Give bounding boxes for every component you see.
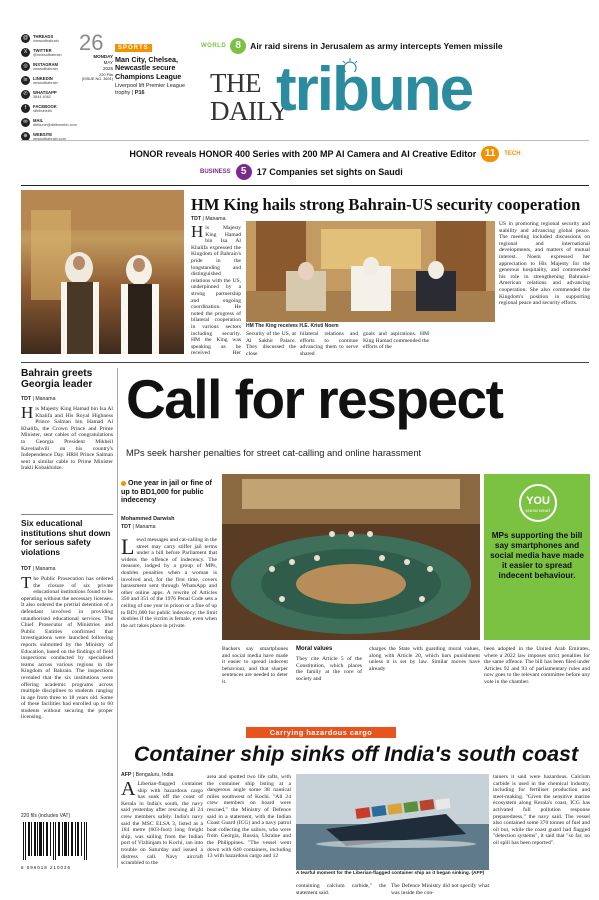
respect-photo-parliament [222,474,480,640]
tech-headline: HONOR reveals HONOR 400 Series with 200 MP AI Camera and AI Creative Editor [129,149,477,159]
date-year: 2025 [102,66,113,71]
you-badge-title: YOU [526,495,550,507]
respect-col-3: They cite Article 5 of the Constitution, which places the family at the core of society and [296,656,362,682]
social-label: TWITTER [33,48,52,53]
date-weekday: MONDAY [93,54,113,59]
ship-photo-caption: A tearful moment for the Liberian-flagged container ship as it began sinking. (AFP) [296,871,485,876]
ship-photo-illustration [296,774,489,870]
georgia-headline: Bahrain greets Georgia leader [21,368,93,391]
lead-col-3: bilateral relations and efforts to continue advancing them to serve shared [300,331,358,357]
tech-page-badge: 11 [481,146,499,162]
safety-headline: Six educational institutions shut down for serious safety violations [21,518,111,557]
linkedin-icon: in [21,76,30,85]
you-badge-sub: KNOW WHAT [525,508,551,513]
social-value: newsofbahrain [33,81,58,85]
safety-text: The Public Prosecution has ordered the closure of six private educational institutions found to be operating without the necessary licenses. It also ordered the pretrial detention of a defendant involved in providing unauthorised educational services. The Chief Prosecutor of Ministries and Public Entities confirmed that investigations were launched following reports submitted by the Ministry of Education, based on the findings of field inspections conducted by specialised teams across various regions in the Kingdom of Bahrain. The inspections revealed that the six institutions were offering academic programs across multiple disciplines to students ranging in age from three to 18 years old. Some of these facilities had enrolled up to 60 students without securing the proper licensing. [21,576,113,721]
twitter-icon: X [21,48,30,57]
georgia-text: His Majesty King Hamad bin Isa Al Khalifa and His Royal Highness Prince Salman bin Hamad Al Khalifa, the Crown Prince and Prime Minister, sent cables of congratulations to Georgia President Mikheil Kavelashvili on his country's Independence Day. HRH Prince Salman sent a similar cable to Prime Minister Irakli Kobakhidze. [21,406,113,472]
respect-bullet: One year in jail or fine of up to BD1,000 for public indecency [121,478,212,504]
social-value: /newsofbahrain [33,39,59,43]
respect-subhead: MPs seek harsher penalties for street cat-calling and online harassment [126,448,422,458]
ship-byline: AFP | Bengaluru, India [121,772,174,778]
logo-the: THE [210,68,261,98]
social-value: /dtribunebh [33,109,52,113]
business-headline: 17 Companies set sights on Saudi [256,167,403,177]
social-text [33,76,58,86]
respect-photo-illustration [222,474,480,640]
social-text [33,118,77,128]
lead-col-5: US in promoting regional security and stability and advancing global peace. The meeting included discussions on regional and international developments, and matters of mutual interest. Noem expressed her appreciation to His Majesty for the generous hospitality, and commended his role in strengthening Bahraini-American relations and advancing cooperation. She also commended the Kingdom's position in supporting regional peace and security efforts. [499,221,590,307]
barcode-number: 6 096018 210026 [21,865,72,870]
social-link-instagram[interactable] [21,62,75,76]
barcode-icon [21,822,91,860]
moral-values-subhead: Moral values [296,646,333,652]
barcode [21,822,91,868]
social-text [33,62,58,72]
threads-icon: @ [22,35,29,41]
ship-photo [296,774,489,870]
logo-tribune: tribune [276,55,473,124]
social-value: @newsofbahrain [33,53,62,57]
social-label: INSTAGRAM [33,62,59,67]
lead-headline: HM King hails strong Bahrain-US security cooperation [191,195,581,214]
social-value: 3844 4062 [33,95,51,99]
social-link-linkedin[interactable] [21,76,75,90]
respect-col-2: Backers say smartphones and social media have made it easier to spread indecent behaviour, and that sharper sentences are needed to deter it. [222,646,288,685]
price-label: 220 Fils [98,72,113,77]
lead-col-4: goals and aspirations. HM King Hamad commended the efforts of the [363,331,429,351]
social-link-website[interactable] [21,132,75,146]
social-value: dtribune@dtribunebh.com [33,123,77,127]
ship-col-3: containing calcium carbide," the statement said. [296,883,386,896]
social-label: FACEBOOK [33,104,57,109]
ship-col-5: tainers it said were hazardous. Calcium carbide is used in the chemical industry, including for fertiliser production and steel-making. "Given the sensitive marine ecosystem along Kerala's coast, ICG has activated full pollution response preparedness," the navy said. The vessel also contained some 370 tonnes of fuel and oil but, while the coast guard had flagged "detection systems", it said that "so far, no oil spill has been reported". [493,774,590,846]
business-label: BUSINESS [200,169,231,175]
you-know-what-callout: MPs supporting the bill say smartphones and social media have made it easier to spread indecent behaviour. [490,531,584,580]
social-label: THREADS [33,34,54,39]
world-page-badge: 8 [230,38,246,54]
tech-label: TECH [504,151,521,157]
social-label: MAIL [33,118,44,123]
social-link-twitter[interactable] [21,48,75,62]
bullet-dot-icon [121,481,126,486]
logo-daily: DAILY [210,96,289,126]
social-link-threads[interactable] [21,34,75,48]
lead-photo-meeting-illustration [246,221,495,322]
lead-byline: TDT | Manama [191,216,226,222]
social-text [33,90,57,100]
sports-label: SPORTS [115,44,152,52]
social-value: newsofbahrain.com [33,137,66,141]
lead-photo-king-illustration [21,190,184,354]
social-link-facebook[interactable] [21,104,75,118]
facebook-icon: f [21,104,30,113]
instagram-icon: ◎ [21,62,30,71]
issue-number: (ISSUE NO. 3691) [81,77,113,81]
price-note: 220 fils (includes VAT) [21,813,71,819]
business-teaser[interactable] [200,163,460,181]
ship-col-4: The Defence Ministry did not specify what was inside the con- [391,883,489,896]
ship-headline: Container ship sinks off India's south coast [133,742,579,766]
whatsapp-icon: ✆ [21,90,30,99]
world-label: WORLD [201,43,227,49]
lead-photo-caption: HM The King receives H.E. Kristi Noem [246,323,339,329]
social-link-mail[interactable] [21,118,75,132]
respect-byline: TDT | Manama [121,524,156,530]
social-label: LINKEDIN [33,76,53,81]
business-page-badge: 5 [236,164,252,180]
website-icon: ⊕ [21,132,30,141]
lead-col-2: Security of the US, at Al Sakhir Palace. They discussed the close [246,331,296,357]
social-text [33,34,59,44]
lead-photo-king [21,190,184,354]
social-label: WHATSAPP [33,90,57,95]
social-value: newsofbahrain [33,67,58,71]
sports-subheadline: Liverpool lift Premier League trophy | P16 [115,83,186,96]
sports-headline: Man City, Chelsea, Newcastle secure Champions League [115,55,182,81]
social-text [33,48,62,58]
mail-icon: ✉ [21,118,30,127]
date-day-number: 26 [79,30,104,55]
sports-teaser[interactable] [115,36,195,96]
respect-col-1: Lewd messages and cat-calling in the street may carry stiffer jail terms under a bill before Parliament that widens the offence of indecency. The measure, lodged by a group of MPs, doubles penalties when a woman is involved and, for the first time, covers harassment sent through WhatsApp and other online apps. A rewrite of Articles 350 and 351 of the 1976 Penal Code sets a ceiling of one year in prison or a fine of up to BD1,000 for public indecency; the limit doubles if the victim is female, even when the act takes place in private. [121,537,217,629]
lead-col-1: His Majesty King Hamad bin Isa Al Khalifa expressed the Kingdom of Bahrain's pride in the longstanding and distinguished relations with the US, underpinned by a strong partnership and ongoing coordination. He noted the progress of bilateral cooperation in various sectors including security. HM the King was speaking as he received Her [191,225,241,356]
respect-col-5: been adopted in the United Arab Emirates, where a 2022 law imposes strict penalties for the same offence. The bill has been filed under Articles 92 and 93 of parliamentary rules and now goes to the relevant committee before any vote in the chamber. [484,646,590,685]
social-label: WEBSITE [33,132,53,137]
date-month: MAY [103,60,113,65]
world-headline: Air raid sirens in Jerusalem as army intercepts Yemen missile [250,41,503,51]
respect-col-4: charges the State with guarding moral values, along with Article 20, which bars punishment unless it is set by law. Similar moves have already [369,646,480,672]
ship-col-2: area and spotted two life rafts, with the container ship listing at a dangerous angle some 38 nautical miles southwest of Kochi. "All 24 crew members on board were rescued," the Ministry of Defence said in a statement, with the Indian Coast Guard (ICG) and a navy patrol boat collecting the sailors, who were from Georgia, Russia, Ukraine and the Philippines. "The vessel went down with 640 containers, including 13 with hazardous cargo and 12 [207,774,291,860]
you-know-what-box [484,474,590,640]
tech-teaser[interactable] [60,145,590,163]
date-block [79,32,113,82]
safety-byline: TDT | Manama [21,566,56,572]
lead-photo-meeting [246,221,495,322]
masthead-logo [210,55,590,134]
you-badge [519,484,557,522]
georgia-byline: TDT | Manama [21,396,56,402]
respect-byline-name: Mohammed Darwish [121,516,175,522]
ship-col-1: A Liberian-flagged container ship with hazardous cargo has sunk off the coast of Kerala in India's south, the navy said yesterday after rescuing all 24 crew members safely. India's navy said the MSC ELSA 3, listed as a 184 metre (603-foot) long freight ship, was sailing from the Indian port of Vizhinjam to Kochi, ran into trouble on Saturday and issued a distress call. Navy aircraft scrambled to the [121,781,203,867]
social-text [33,104,57,114]
social-link-whatsapp[interactable] [21,90,75,104]
social-links [21,34,75,146]
respect-headline: Call for respect [126,368,503,430]
ship-kicker: Carrying hazardous cargo [246,727,396,738]
